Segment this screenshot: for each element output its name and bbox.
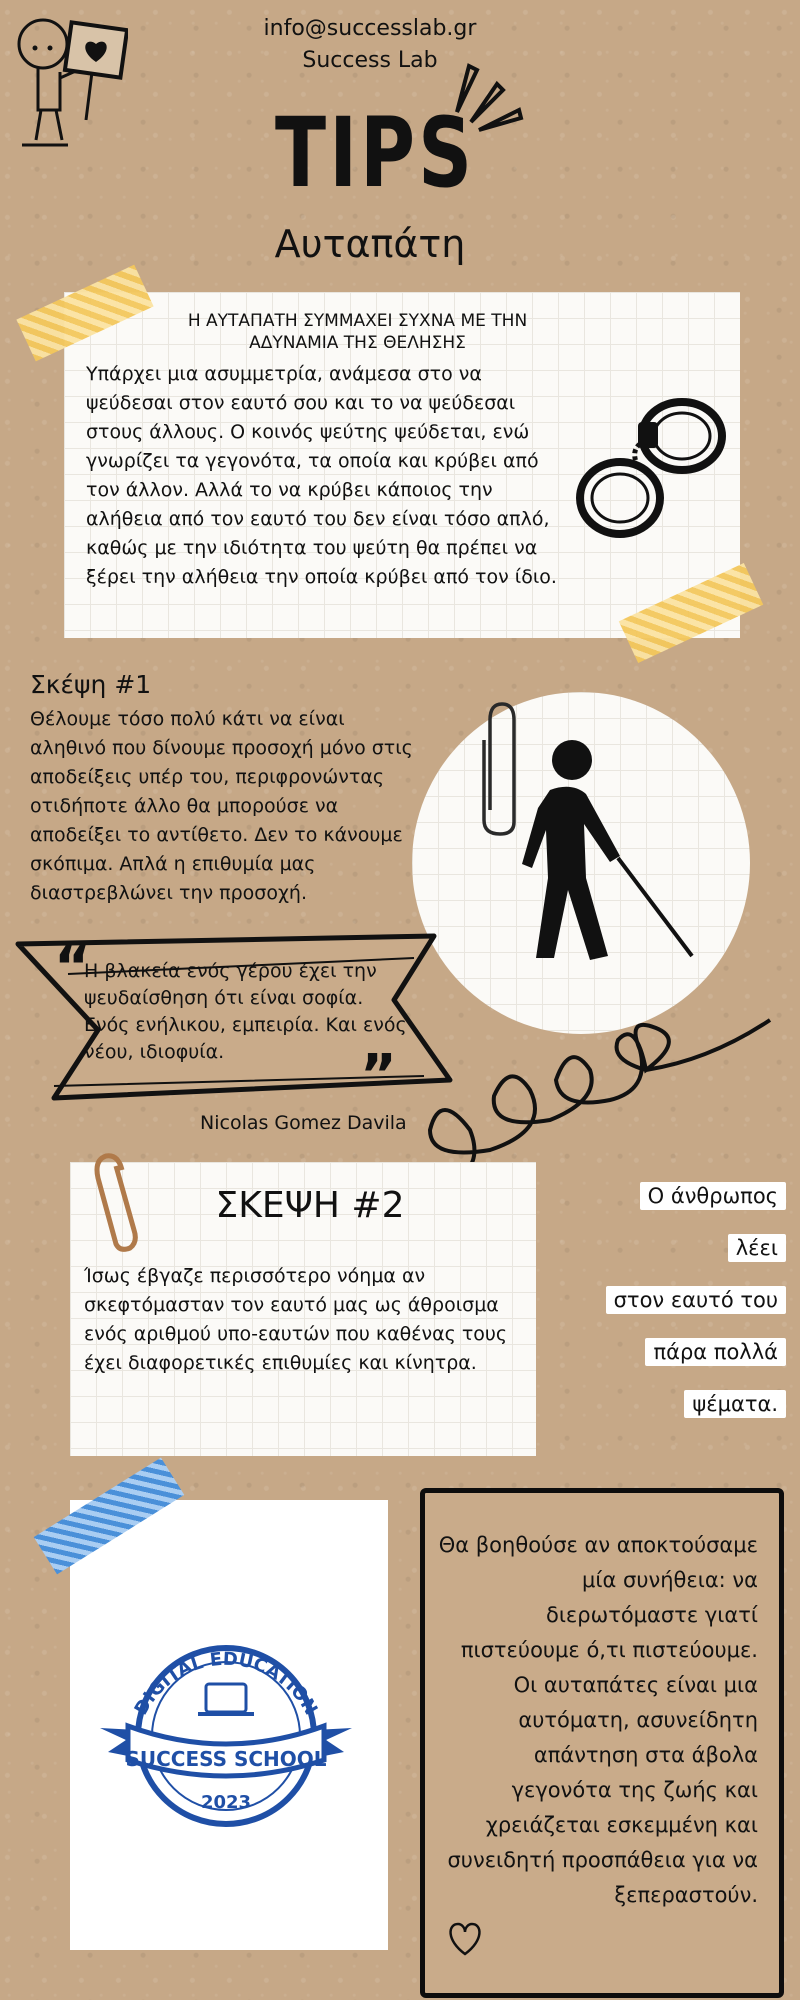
heart-icon bbox=[444, 1918, 486, 1958]
quote-text: Η βλακεία ενός γέρου έχει την ψευδαίσθηση ότι είναι σοφία. Ενός ενήλικου, εμπειρία. Και ενός νέου, ιδιοφυία. bbox=[84, 960, 407, 1063]
quote-author: Nicolas Gomez Davila bbox=[200, 1112, 407, 1134]
side-word: Ο άνθρωπος bbox=[640, 1182, 786, 1210]
brand-name: Success Lab bbox=[302, 48, 438, 73]
blind-man-icon bbox=[520, 738, 700, 968]
intro-card-body: Υπάρχει μια ασυμμετρία, ανάμεσα στο να ψεύδεσαι στον εαυτό σου και το να ψεύδεσαι στους άλλους. Ο κοινός ψεύτης ψεύδεται, ενώ γνωρίζει τα γεγονότα, τα οποία και κρύβει από τον άλλον. Αλλά το να κρύβει κάποιος την αλήθεια από τον εαυτό του δεν είναι τόσο απλό, καθώς με την ιδιότητα του ψεύτη θα πρέπει να ξέρει την αλήθεια την οποία κρύβει από τον ίδιο. bbox=[86, 363, 557, 588]
handcuffs-icon bbox=[570, 388, 730, 548]
logo-banner-text: SUCCESS SCHOOL bbox=[125, 1747, 327, 1771]
page-title: TIPS bbox=[275, 97, 476, 209]
contact-email: info@successlab.gr bbox=[263, 16, 477, 41]
quote-mark-icon: ” bbox=[360, 1043, 397, 1108]
thought-1-body: Θέλουμε τόσο πολύ κάτι να είναι αληθινό που δίνουμε προσοχή μόνο στις αποδείξεις υπέρ του, περιφρονώντας οτιδήποτε άλλο θα μπορούσε να αποδείξει το αντίθετο. Δεν το κάνουμε σκόπιμα. Απλά η επιθυμία μας διαστρεβλώνει την προσοχή. bbox=[30, 708, 413, 904]
paperclip-icon bbox=[478, 700, 522, 838]
school-logo bbox=[98, 1632, 354, 1832]
page-subtitle: Αυταπάτη bbox=[274, 222, 466, 266]
side-word: ψέματα. bbox=[684, 1390, 786, 1418]
side-word: πάρα πολλά bbox=[645, 1338, 786, 1366]
thought-2-heading: ΣΚΕΨΗ #2 bbox=[215, 1185, 405, 1226]
side-word: λέει bbox=[728, 1234, 786, 1262]
quote-mark-icon: “ bbox=[54, 935, 91, 1000]
logo-year: 2023 bbox=[200, 1792, 252, 1813]
logo-top-text: DIGITAL EDUCATION bbox=[130, 1648, 322, 1719]
intro-card-title: Η ΑΥΤΑΠΑΤΗ ΣΥΜΜΑΧΕΙ ΣΥΧΝΑ ΜΕ ΤΗΝ ΑΔΥΝΑΜΙΑ ΤΗΣ ΘΕΛΗΣΗΣ bbox=[187, 311, 528, 353]
side-word: στον εαυτό του bbox=[606, 1286, 786, 1314]
thought-2-body: Ίσως έβγαζε περισσότερο νόημα αν σκεφτόμασταν τον εαυτό μας ως άθροισμα ενός αριθμού υπο-εαυτών που καθένας τους έχει διαφορετικές επιθυμίες και κίνητρα. bbox=[84, 1265, 508, 1374]
thought-1-heading: Σκέψη #1 bbox=[30, 670, 152, 699]
closing-text: Θα βοηθούσε αν αποκτούσαμε μία συνήθεια: να διερωτόμαστε γιατί πιστεύουμε ό,τι πιστεύουμε. Οι αυταπάτες είναι μια αυτόματη, ασυνείδητη απάντηση στα άβολα γεγονότα της ζωής και χρειάζεται εσκεμμένη και συνειδητή προσπάθεια για να ξεπεραστούν. bbox=[438, 1533, 758, 1907]
